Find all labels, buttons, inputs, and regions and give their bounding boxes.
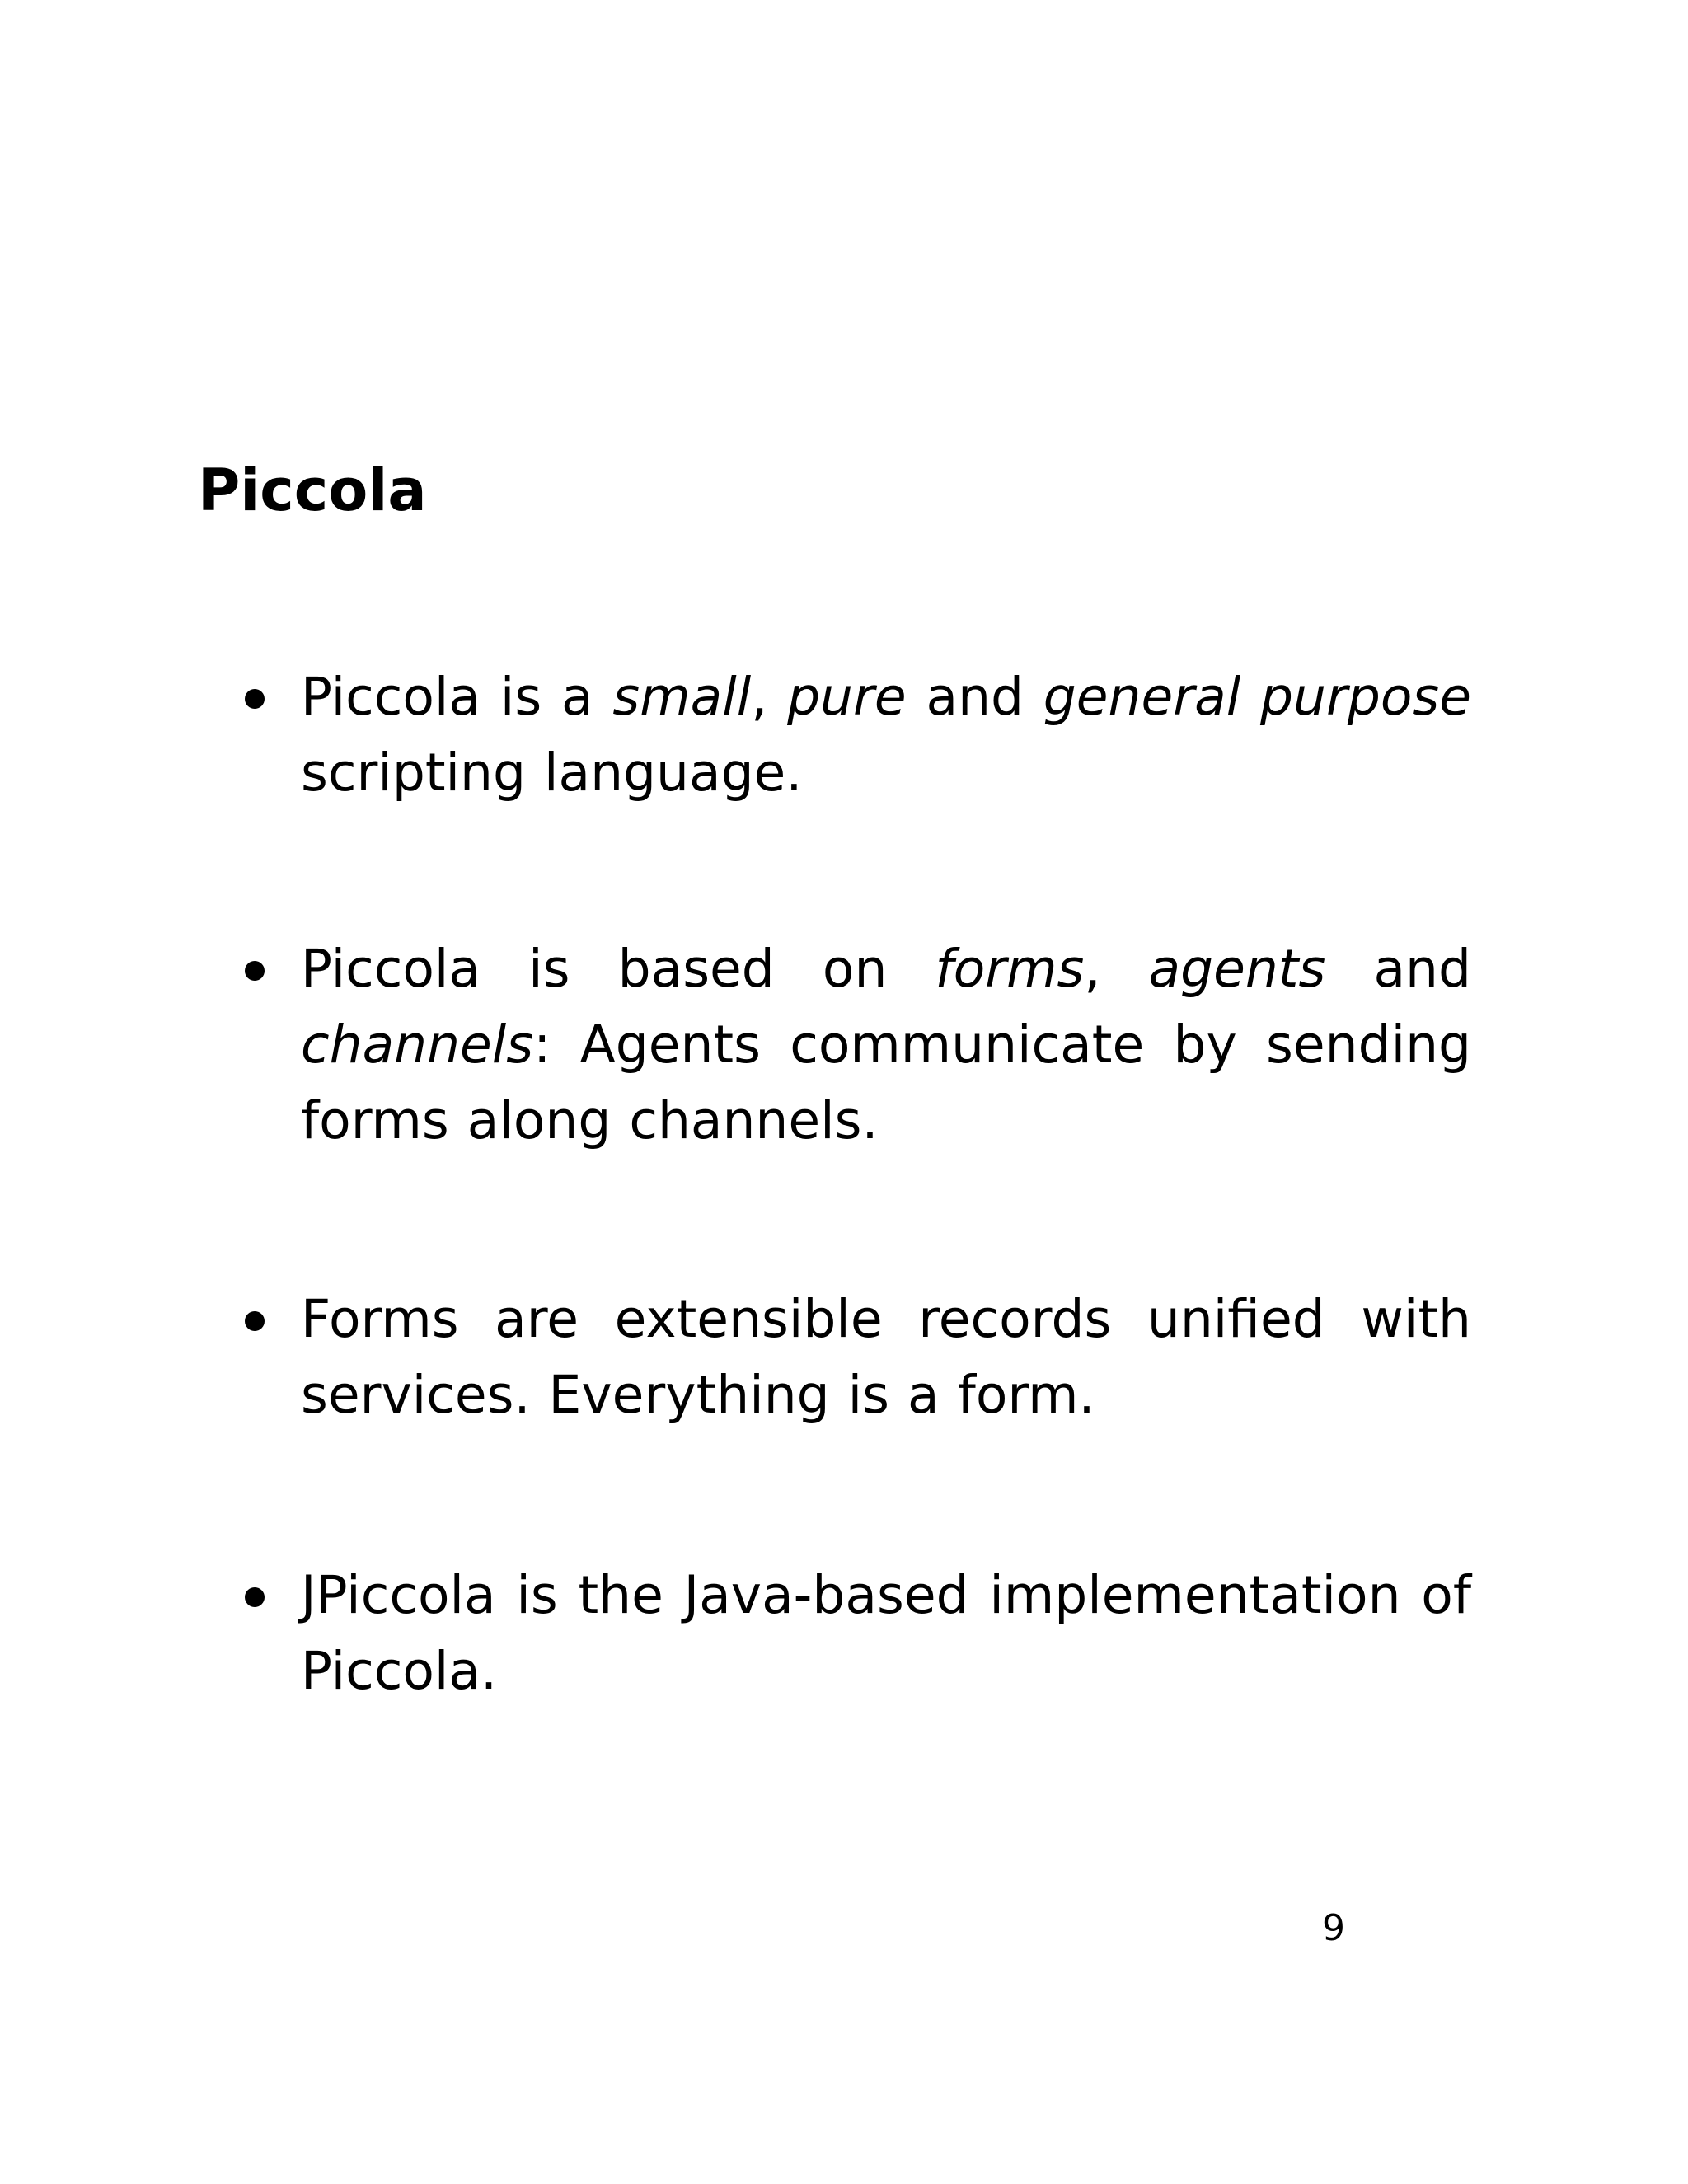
plain-text: and <box>1325 939 1471 999</box>
emphasis-text: general purpose <box>1043 667 1471 727</box>
slide-title: Piccola <box>198 457 427 524</box>
page-number: 9 <box>1322 1907 1345 1949</box>
bullet-item <box>301 931 1471 1159</box>
plain-text: , <box>751 667 788 727</box>
plain-text: and <box>906 667 1043 727</box>
plain-text: JPiccola is the Java-based implementation of Piccola. <box>301 1565 1471 1701</box>
bullet-text <box>301 1282 1471 1433</box>
bullet-item <box>301 1282 1471 1433</box>
bullet-dot-icon <box>245 1311 265 1331</box>
plain-text: Piccola is a <box>301 667 613 727</box>
bullet-dot-icon <box>245 689 265 709</box>
plain-text: : Agents communicate by sending forms along channels. <box>301 1015 1471 1151</box>
bullet-text <box>301 931 1471 1159</box>
emphasis-text: pure <box>787 667 907 727</box>
bullet-dot-icon <box>245 1587 265 1607</box>
plain-text: scripting language. <box>301 743 803 803</box>
plain-text: , <box>1084 939 1149 999</box>
emphasis-text: forms <box>935 939 1085 999</box>
bullet-text <box>301 1558 1471 1709</box>
bullet-item <box>301 659 1471 811</box>
emphasis-text: channels <box>301 1015 534 1075</box>
bullet-text <box>301 659 1471 811</box>
bullet-dot-icon <box>245 961 265 981</box>
emphasis-text: agents <box>1148 939 1326 999</box>
emphasis-text: small <box>612 667 752 727</box>
plain-text: Piccola is based on <box>301 939 935 999</box>
plain-text: Forms are extensible records unified with services. Everything is a form. <box>301 1289 1471 1425</box>
bullet-item <box>301 1558 1471 1709</box>
